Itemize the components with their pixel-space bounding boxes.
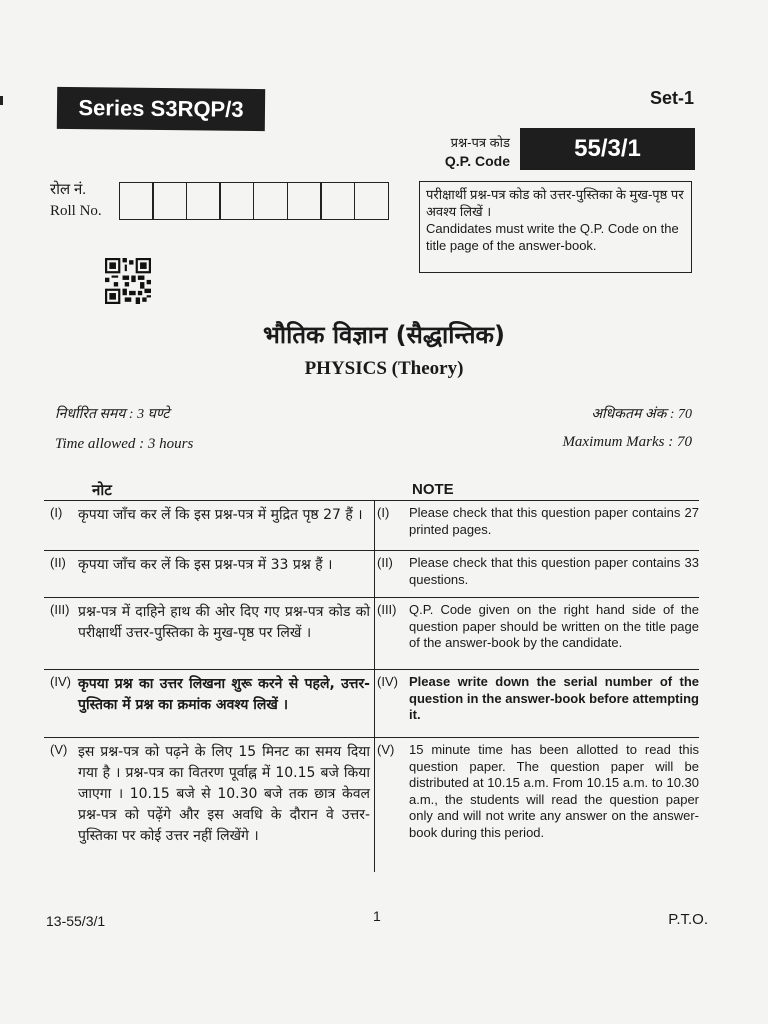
note-number: (IV) (50, 674, 71, 689)
note-header-en: NOTE (412, 481, 454, 498)
set-label: Set-1 (649, 88, 694, 108)
note-text-hi: कृपया जाँच कर लें कि इस प्रश्न-पत्र में मुद्रित पृष्ठ 27 हैं । (78, 507, 363, 523)
subject-title-hi: भौतिक विज्ञान (सैद्धान्तिक) (263, 321, 505, 349)
footer-paper-code: 13-55/3/1 (46, 913, 106, 929)
note-text-hi: प्रश्न-पत्र में दाहिने हाथ की ओर दिए गए प्रश्न-पत्र कोड को परीक्षार्थी उत्तर-पुस्तिका के मुख-पृष्ठ पर लिखें । (78, 604, 370, 641)
max-marks-en: Maximum Marks : 70 (562, 434, 692, 450)
note-row (44, 669, 699, 737)
qp-code-value: 55/3/1 (520, 128, 695, 170)
scan-mark (0, 96, 3, 105)
qr-code-icon (105, 258, 151, 304)
note-number: (III) (50, 602, 70, 617)
note-number: (I) (377, 505, 390, 520)
roll-digit-box[interactable] (253, 182, 288, 220)
roll-number-label (50, 180, 102, 222)
note-number: (II) (50, 555, 66, 570)
note-text-hi: इस प्रश्न-पत्र को पढ़ने के लिए 15 मिनट का समय दिया गया है । प्रश्न-पत्र का वितरण पूर्वाह्न में 10.15 बजे किया जाएगा । 10.15 बजे से 10.30 बजे तक छात्र केवल प्रश्न-पत्र को पढ़ेंगे और इस अवधि के दौरान वे उत्तर-पुस्तिका पर कोई उत्तर नहीं लिखेंगे । (78, 744, 370, 844)
series-label: Series S3RQP/3 (57, 87, 265, 131)
roll-number-boxes[interactable] (120, 182, 389, 220)
roll-digit-box[interactable] (320, 182, 355, 220)
note-header-hi: नोट (92, 481, 112, 499)
note-row (44, 500, 699, 550)
note-number: (V) (50, 742, 68, 757)
roll-digit-box[interactable] (186, 182, 221, 220)
note-text-en: Please check that this question paper contains 33 questions. (409, 555, 699, 587)
note-text-hi: कृपया प्रश्न का उत्तर लिखना शुरू करने से पहले, उत्तर-पुस्तिका में प्रश्न का क्रमांक अवश्य लिखें । (78, 676, 370, 713)
note-text-hi: कृपया जाँच कर लें कि इस प्रश्न-पत्र में 33 प्रश्न हैं । (78, 557, 333, 573)
notes-table (44, 500, 699, 872)
note-number: (I) (50, 505, 63, 520)
note-text-en: 15 minute time has been allotted to read this question paper. The question paper will be distributed at 10.15 a.m. From 10.15 a.m. to 10.30 a.m., the students will read the question paper only and will not write any answer on the answer-book during this period. (409, 742, 699, 840)
qp-code-label-en: Q.P. Code (444, 153, 510, 169)
note-number: (IV) (377, 674, 398, 689)
qp-code-label-hi: प्रश्न-पत्र कोड (450, 135, 510, 150)
note-number: (II) (377, 555, 393, 570)
page-number: 1 (373, 908, 381, 924)
roll-digit-box[interactable] (119, 182, 154, 220)
qp-code-label (428, 133, 510, 171)
note-text-en: Please check that this question paper contains 27 printed pages. (409, 505, 699, 537)
roll-label-hi: रोल नं. (50, 182, 87, 198)
instruction-en: Candidates must write the Q.P. Code on the title page of the answer-book. (426, 221, 679, 253)
note-number: (V) (377, 742, 395, 757)
max-marks-hi: अधिकतम अंक : 70 (591, 407, 692, 422)
note-number: (III) (377, 602, 397, 617)
subject-title-en: PHYSICS (Theory) (304, 358, 464, 379)
time-allowed-hi: निर्धारित समय : 3 घण्टे (55, 407, 170, 422)
roll-digit-box[interactable] (219, 182, 254, 220)
roll-digit-box[interactable] (354, 182, 389, 220)
pto-label: P.T.O. (668, 911, 708, 928)
note-text-en: Q.P. Code given on the right hand side of the question paper should be written on the title page of the answer-book by the candidate. (409, 602, 699, 650)
roll-digit-box[interactable] (287, 182, 322, 220)
instruction-hi: परीक्षार्थी प्रश्न-पत्र कोड को उत्तर-पुस्तिका के मुख-पृष्ठ पर अवश्य लिखें । (426, 187, 684, 219)
note-row (44, 597, 699, 669)
note-row (44, 737, 699, 872)
note-text-en: Please write down the serial number of the question in the answer-book before attempting it. (409, 674, 699, 722)
time-allowed-en: Time allowed : 3 hours (55, 436, 194, 452)
roll-digit-box[interactable] (152, 182, 187, 220)
note-row (44, 550, 699, 597)
roll-label-en: Roll No. (50, 203, 102, 219)
qp-code-instruction-box (419, 181, 692, 273)
